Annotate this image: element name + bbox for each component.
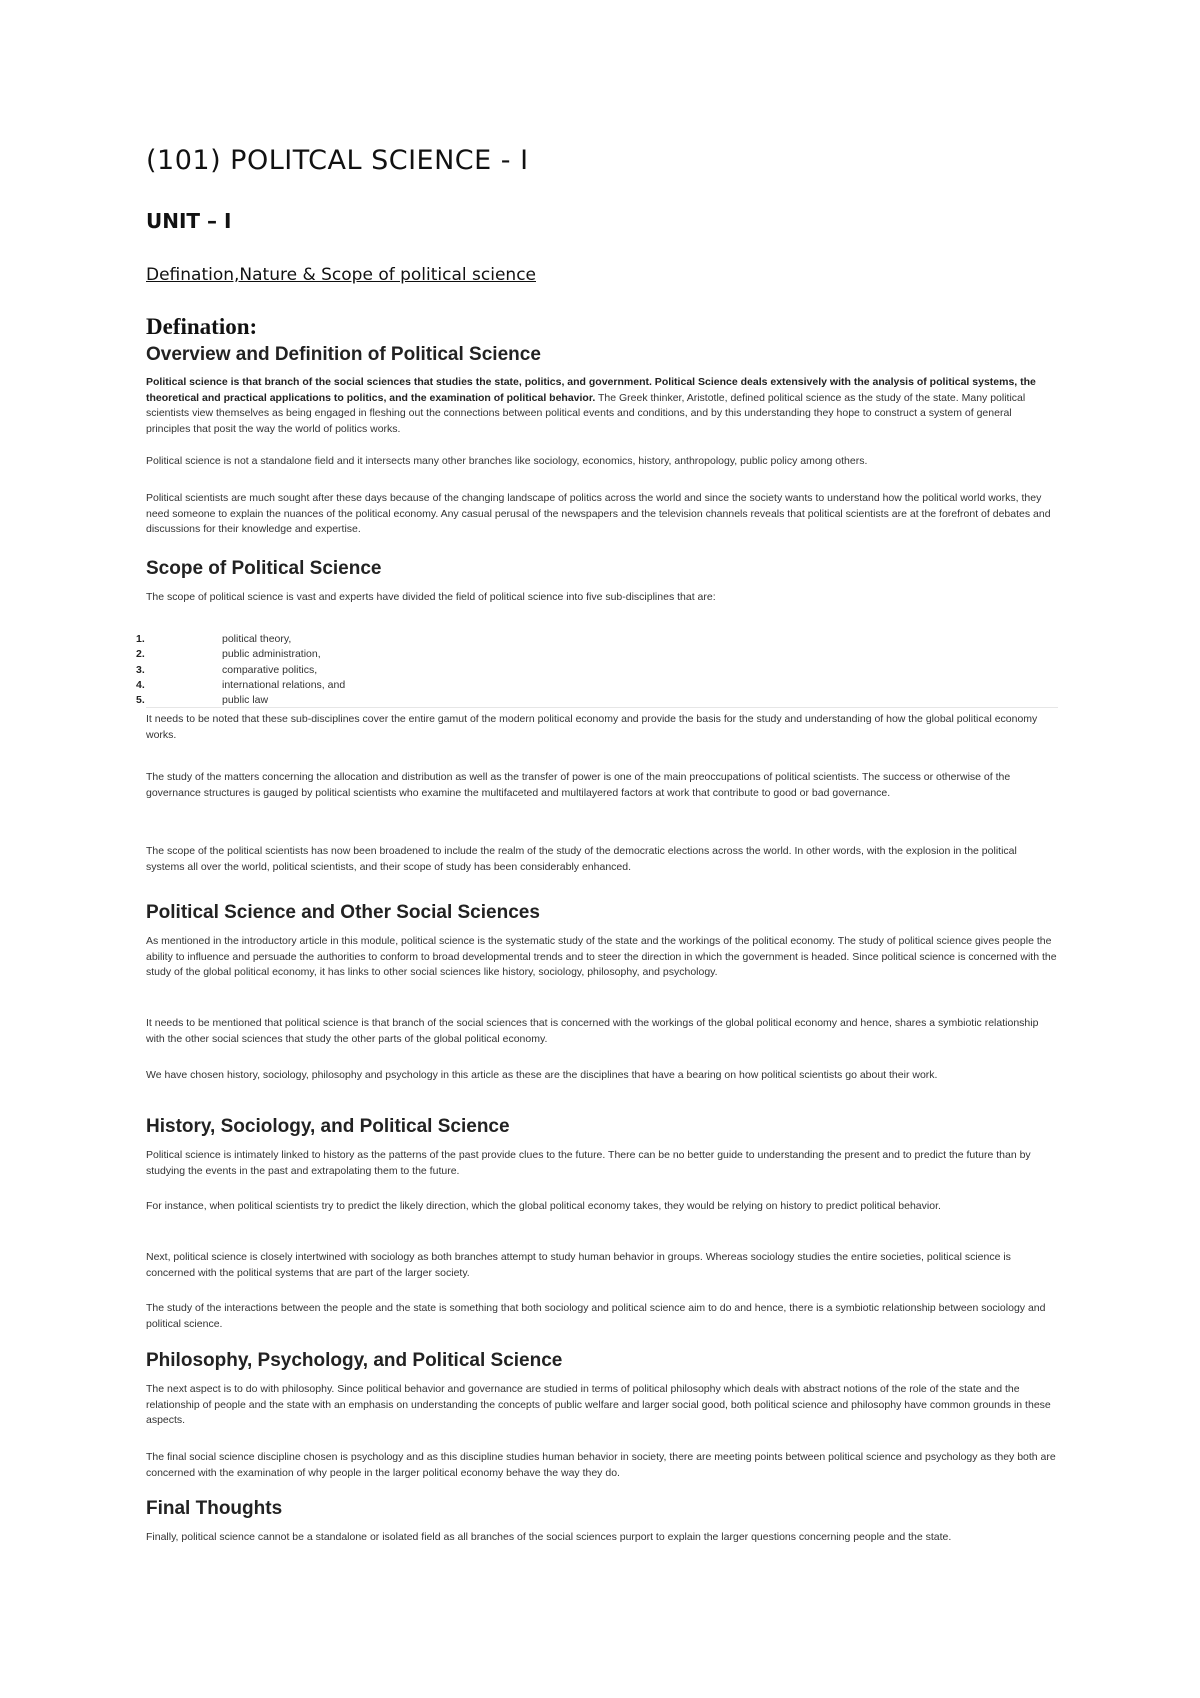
list-number: 2. [136, 648, 145, 661]
list-label: public administration, [222, 648, 321, 661]
section-heading-overview: Overview and Definition of Political Science [146, 344, 541, 365]
scope-paragraph-2: The study of the matters concerning the allocation and distribution as well as the transfer of power is one of the main preoccupations of political scientists. The success or otherwise of the governance structures is gauged by political scientists who examine the multifaceted and multilayered factors at work that contribute to good or bad governance. [146, 771, 1011, 799]
list-number: 5. [136, 694, 145, 707]
list-label: public law [222, 694, 269, 707]
overview-lead-text: Political science is that branch of the social sciences that studies the state, politics, and government. Political Science deals extensively with the analysis of political systems, the theoretical and practical applications to politics, and the examination of political behavior. [146, 376, 1036, 404]
philosophy-paragraph-2: The final social science discipline chosen is psychology and as this discipline studies human behavior in society, there are meeting points between political science and psychology as they both are concerned with the examination of why people in the larger political economy behave the way they do. [146, 1451, 1056, 1479]
overview-paragraph-2: Political science is not a standalone field and it intersects many other branches like sociology, economics, history, anthropology, public policy among others. [146, 455, 868, 467]
document-subtitle: Defination,Nature & Scope of political science [146, 265, 536, 285]
defination-heading: Defination: [146, 314, 258, 339]
unit-heading: UNIT – I [146, 209, 232, 233]
list-label: comparative politics, [222, 663, 318, 676]
scope-paragraph-3: The scope of the political scientists has now been broadened to include the realm of the study of the democratic elections across the world. In other words, with the explosion in the political systems all over the world, political scientists, and their scope of study has been considerably enhanced. [146, 845, 1017, 873]
final-paragraph-1: Finally, political science cannot be a standalone or isolated field as all branches of the social sciences purport to explain the larger questions concerning people and the state. [146, 1531, 952, 1543]
overview-paragraph-1 [146, 375, 1058, 437]
scope-paragraph-1: It needs to be noted that these sub-disciplines cover the entire gamut of the modern political economy and provide the basis for the study and understanding of how the global political economy works. [146, 713, 1038, 741]
history-paragraph-1: Political science is intimately linked to history as the patterns of the past provide clues to the future. There can be no better guide to understanding the present and to predict the future than by studying the events in the past and extrapolating them to the future. [146, 1149, 1031, 1177]
section-heading-other-sciences: Political Science and Other Social Sciences [146, 902, 540, 923]
list-number: 4. [136, 678, 145, 691]
section-heading-philosophy: Philosophy, Psychology, and Political Science [146, 1350, 563, 1371]
document-title: (101) POLITCAL SCIENCE - I [146, 145, 529, 176]
history-paragraph-4: The study of the interactions between the people and the state is something that both sociology and political science aim to do and hence, there is a symbiotic relationship between sociology and political science. [146, 1302, 1046, 1330]
list-number: 1. [136, 633, 145, 645]
divider [146, 707, 1058, 708]
list-item [132, 663, 345, 678]
section-heading-scope: Scope of Political Science [146, 558, 382, 579]
section-heading-final: Final Thoughts [146, 1498, 283, 1519]
history-paragraph-2: For instance, when political scientists try to predict the likely direction, which the global political economy takes, they would be relying on history to predict political behavior. [146, 1200, 941, 1212]
section-heading-history: History, Sociology, and Political Science [146, 1116, 510, 1137]
scope-intro: The scope of political science is vast and experts have divided the field of political science into five sub-disciplines that are: [146, 591, 716, 603]
overview-paragraph-3: Political scientists are much sought after these days because of the changing landscape of politics across the world and since the society wants to understand how the political world works, they need someone to explain the nuances of the political economy. Any casual perusal of the newspapers and the television channels reveals that political scientists are at the forefront of debates and discussions for their knowledge and expertise. [146, 492, 1051, 535]
other-paragraph-3: We have chosen history, sociology, philosophy and psychology in this article as these are the disciplines that have a bearing on how political scientists go about their work. [146, 1069, 938, 1081]
history-paragraph-3: Next, political science is closely intertwined with sociology as both branches attempt to study human behavior in groups. Whereas sociology studies the entire societies, political science is concerned with the political systems that are part of the larger society. [146, 1251, 1011, 1279]
scope-list [132, 632, 345, 708]
other-paragraph-1: As mentioned in the introductory article in this module, political science is the systematic study of the state and the workings of the political economy. The study of political science gives people the ability to influence and persuade the authorities to conform to broad developmental trends and to steer the direction in which the government is headed. Since political science is concerned with the study of the global political economy, it has links to other social sciences like history, sociology, philosophy, and psychology. [146, 935, 1057, 978]
list-number: 3. [136, 663, 145, 676]
overview-rest-text: The Greek thinker, Aristotle, defined political science as the study of the state. Many political scientists view themselves as being engaged in fleshing out the connections between political events and conditions, and by this understanding they hope to construct a system of general principles that posit the way the world of politics works. [146, 391, 1026, 435]
list-item [132, 632, 345, 647]
philosophy-paragraph-1: The next aspect is to do with philosophy. Since political behavior and governance are studied in terms of political philosophy which deals with abstract notions of the role of the state and the relationship of people and the state with an emphasis on understanding the concepts of public welfare and larger social good, both political science and philosophy have common grounds in these aspects. [146, 1383, 1051, 1426]
list-item [132, 678, 345, 693]
list-label: political theory, [222, 633, 292, 645]
list-label: international relations, and [222, 678, 346, 691]
list-item [132, 647, 345, 662]
other-paragraph-2: It needs to be mentioned that political science is that branch of the social sciences that is concerned with the workings of the global political economy and hence, shares a symbiotic relationship with the other social sciences that study the other parts of the global political economy. [146, 1017, 1039, 1045]
